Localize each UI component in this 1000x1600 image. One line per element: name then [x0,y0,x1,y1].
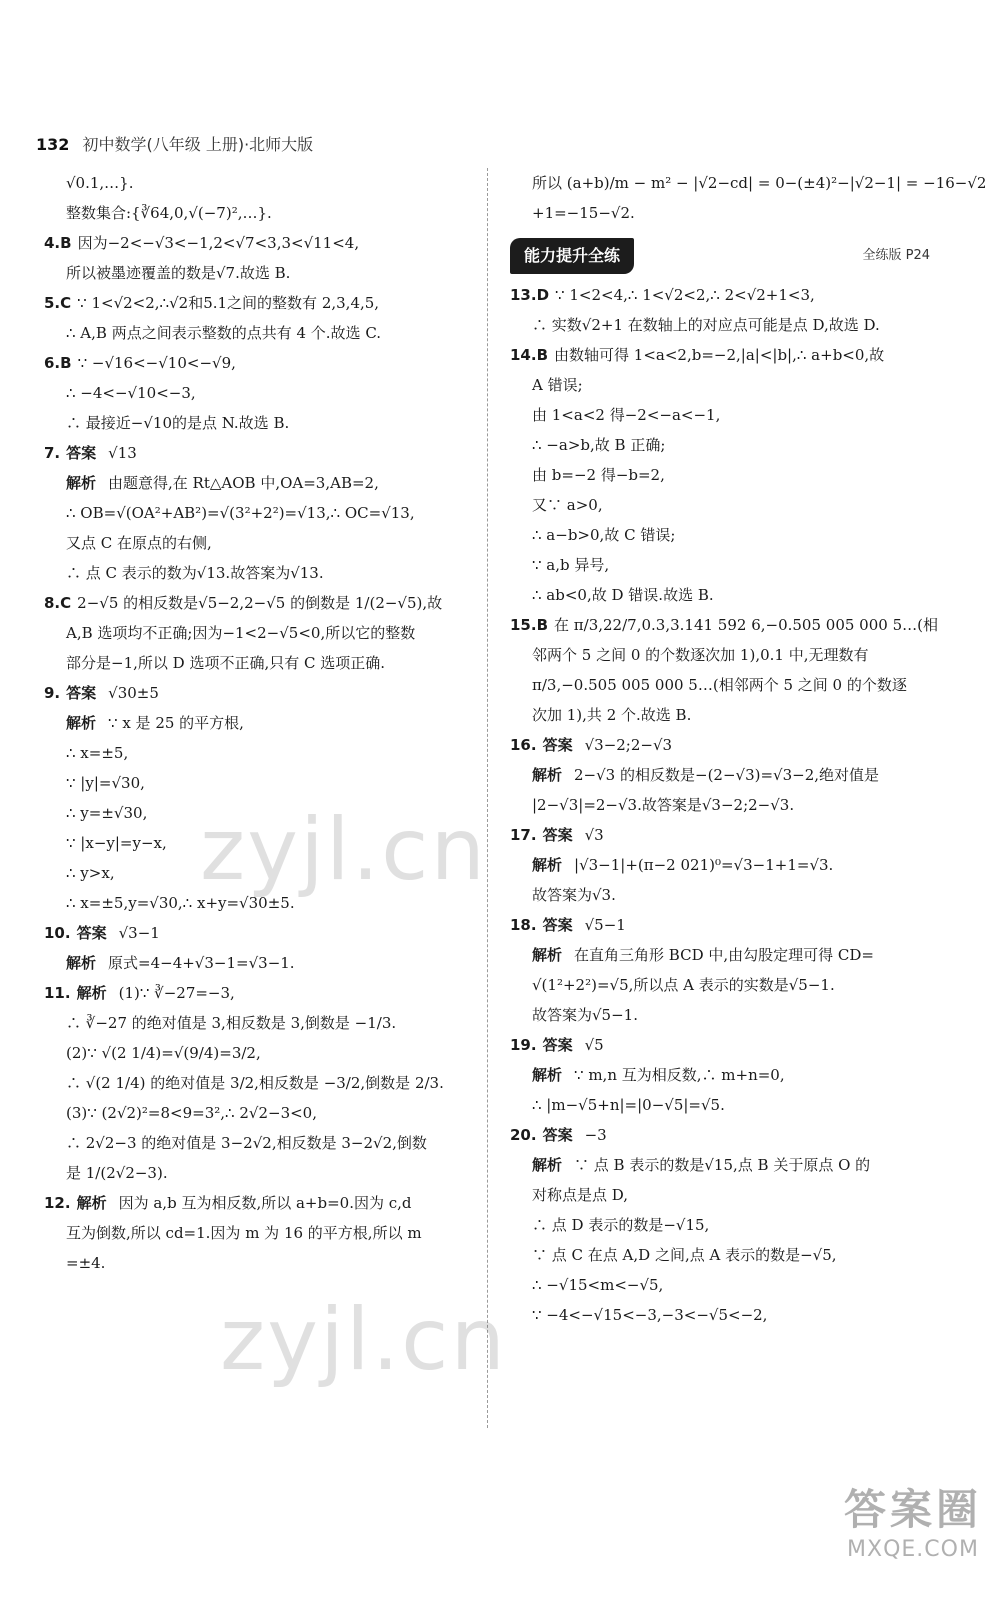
watermark-text: zyjl.cn [200,800,487,900]
line-text: 原式=4−4+√3−1=√3−1. [108,954,295,972]
right-main-block [510,280,938,1330]
text-line [44,978,494,1008]
question-number: 6.B [44,354,72,372]
line-text: ∵ −4<−√15<−3,−3<−√5<−2, [532,1306,768,1324]
page-header [36,132,313,155]
question-number: 5.C [44,294,72,312]
question-number: 9. [44,684,61,702]
text-line [44,318,494,348]
text-line [44,258,494,288]
answer-tag: 解析 [532,766,563,784]
line-text: (2)∵ √(2 1/4)=√(9/4)=3/2, [66,1044,261,1062]
text-line [510,1210,930,1240]
text-line [510,640,930,670]
text-line [510,430,930,460]
text-line [510,970,930,1000]
text-line [510,1270,930,1300]
question-number: 7. [44,444,61,462]
text-line [44,528,494,558]
line-text: 因为−2<−√3<−1,2<√7<3,3<√11<4, [77,234,360,252]
line-text: ∵ x 是 25 的平方根, [108,714,244,732]
text-line [510,940,930,970]
answer-tag: 解析 [66,714,97,732]
line-text: ∴ y>x, [66,864,115,882]
question-number: 17. [510,826,537,844]
text-line [44,588,494,618]
text-line [44,1248,494,1278]
section-banner: 能力提升全练 [510,238,634,274]
text-line [510,700,930,730]
line-text: ∵ 点 C 在点 A,D 之间,点 A 表示的数是−√5, [532,1246,837,1264]
question-number: 12. [44,1194,71,1212]
text-line [44,1098,494,1128]
line-text: √13 [108,444,137,462]
line-text: ∴ OB=√(OA²+AB²)=√(3²+2²)=√13,∴ OC=√13, [66,504,415,522]
text-line [510,1240,930,1270]
text-line [510,610,938,640]
line-text: ∴ −4<−√10<−3, [66,384,196,402]
text-line [510,730,930,760]
text-line [44,198,494,228]
line-text: ∵ 点 B 表示的数是√15,点 B 关于原点 O 的 [574,1156,871,1174]
text-line [510,340,930,370]
line-text: 2−√3 的相反数是−(2−√3)=√3−2,绝对值是 [574,766,880,784]
answer-tag: 解析 [532,1156,563,1174]
line-text: −3 [584,1126,607,1144]
line-text: A 错误; [532,376,583,394]
line-text: 故答案为√5−1. [532,1006,638,1024]
answer-tag: 答案 [66,684,97,702]
text-line [44,1008,494,1038]
question-number: 20. [510,1126,537,1144]
line-text: (1)∵ ∛−27=−3, [118,984,235,1002]
text-line [44,558,494,588]
answer-tag: 解析 [532,856,563,874]
line-text: 整数集合:{∛64,0,√(−7)²,…}. [66,204,272,222]
text-line [510,820,930,850]
line-text: |2−√3|=2−√3.故答案是√3−2;2−√3. [532,796,795,814]
text-line [510,880,930,910]
line-text: 在 π/3,22/7,0.3,3.141 592 6,−0.505 005 000 5…(相 [554,616,938,634]
answer-tag: 解析 [76,1194,107,1212]
line-text: ∵ |x−y|=y−x, [66,834,167,852]
text-line [510,1120,930,1150]
line-text: √(1²+2²)=√5,所以点 A 表示的实数是√5−1. [532,976,835,994]
line-text: ∴ 点 D 表示的数是−√15, [532,1216,710,1234]
line-text: ∴ x=±5, [66,744,129,762]
text-line [510,1150,930,1180]
question-number: 8.C [44,594,72,612]
line-text: ∴ a−b>0,故 C 错误; [532,526,676,544]
text-line [44,1158,494,1188]
line-text: ∴ 2√2−3 的绝对值是 3−2√2,相反数是 3−2√2,倒数 [66,1134,427,1152]
text-line [510,760,930,790]
text-line [510,490,930,520]
text-line [44,408,494,438]
text-line [44,168,494,198]
answer-tag: 解析 [76,984,107,1002]
corner-watermark-title: 答案圈 [843,1485,982,1534]
line-text: ∴ y=±√30, [66,804,148,822]
line-text: ∵ |y|=√30, [66,774,145,792]
line-text: √30±5 [108,684,159,702]
question-number: 13.D [510,286,550,304]
text-line [44,948,494,978]
text-line [510,400,930,430]
line-text: 故答案为√3. [532,886,616,904]
line-text: √3−1 [118,924,160,942]
line-text: 又∵ a>0, [532,496,603,514]
line-text: 由题意得,在 Rt△AOB 中,OA=3,AB=2, [108,474,379,492]
text-line [510,1300,930,1330]
text-line [510,1000,930,1030]
question-number: 10. [44,924,71,942]
line-text: ∵ −√16<−√10<−√9, [77,354,236,372]
text-line [44,708,494,738]
line-text: √5−1 [584,916,626,934]
answer-tag: 答案 [542,1036,573,1054]
text-line [510,198,930,228]
line-text: 次加 1),共 2 个.故选 B. [532,706,692,724]
line-text: ∴ 实数√2+1 在数轴上的对应点可能是点 D,故选 D. [532,316,880,334]
line-text: ∵ m,n 互为相反数,∴ m+n=0, [574,1066,785,1084]
line-text: ∴ |m−√5+n|=|0−√5|=√5. [532,1096,725,1114]
right-top-block [510,168,987,228]
page-number: 132 [36,135,70,154]
line-text: 所以 (a+b)/m − m² − |√2−cd| = 0−(±4)²−|√2−1| = −16−√2 [532,174,987,192]
text-line [510,550,930,580]
text-line [44,648,494,678]
text-line [510,280,930,310]
corner-watermark-url: MXQE.COM [847,1537,979,1562]
question-number: 19. [510,1036,537,1054]
text-line [44,1188,494,1218]
text-line [44,468,494,498]
text-line [510,1060,930,1090]
line-text: ∴ ab<0,故 D 错误.故选 B. [532,586,714,604]
line-text: 对称点是点 D, [532,1186,629,1204]
line-text: √0.1,…}. [66,174,134,192]
line-text: 在直角三角形 BCD 中,由勾股定理可得 CD= [574,946,874,964]
text-line [510,910,930,940]
line-text: ∴ A,B 两点之间表示整数的点共有 4 个.故选 C. [66,324,382,342]
text-line [44,618,494,648]
text-line [510,790,930,820]
text-line [510,310,930,340]
question-number: 11. [44,984,71,1002]
line-text: ∵ a,b 异号, [532,556,610,574]
text-line [510,370,930,400]
question-number: 4.B [44,234,72,252]
line-text: 邻两个 5 之间 0 的个数逐次加 1),0.1 中,无理数有 [532,646,869,664]
answer-tag: 答案 [542,736,573,754]
line-text: 又点 C 在原点的右侧, [66,534,212,552]
line-text: ∴ 点 C 表示的数为√13.故答案为√13. [66,564,324,582]
line-text: √3−2;2−√3 [584,736,673,754]
line-text: ∴ 最接近−√10的是点 N.故选 B. [66,414,290,432]
line-text: ∴ x=±5,y=√30,∴ x+y=√30±5. [66,894,295,912]
line-text: ∴ ∛−27 的绝对值是 3,相反数是 3,倒数是 −1/3. [66,1014,397,1032]
answer-tag: 答案 [542,826,573,844]
answer-tag: 答案 [542,1126,573,1144]
text-line [44,678,494,708]
text-line [44,438,494,468]
text-line [44,378,494,408]
line-text: 是 1/(2√2−3). [66,1164,168,1182]
text-line [510,460,930,490]
text-line [510,1090,930,1120]
section-header [510,238,930,274]
text-line [44,768,494,798]
line-text: 2−√5 的相反数是√5−2,2−√5 的倒数是 1/(2−√5),故 [77,594,443,612]
text-line [44,738,494,768]
text-line [44,498,494,528]
answer-tag: 解析 [66,954,97,972]
answer-tag: 解析 [532,946,563,964]
right-column [510,168,987,1330]
text-line [510,1030,930,1060]
text-line [510,850,930,880]
line-text: 互为倒数,所以 cd=1.因为 m 为 16 的平方根,所以 m [66,1224,422,1242]
line-text: 所以被墨迹覆盖的数是√7.故选 B. [66,264,291,282]
text-line [510,520,930,550]
text-line [44,1038,494,1068]
text-line [44,228,494,258]
left-column [44,168,494,1278]
line-text: 由数轴可得 1<a<2,b=−2,|a|<|b|,∴ a+b<0,故 [554,346,885,364]
line-text: (3)∵ (2√2)²=8<9=3²,∴ 2√2−3<0, [66,1104,317,1122]
line-text: |√3−1|+(π−2 021)⁰=√3−1+1=√3. [574,856,834,874]
section-reference: 全练版 P24 [862,248,930,263]
line-text: π/3,−0.505 005 000 5…(相邻两个 5 之间 0 的个数逐 [532,676,907,694]
line-text: 因为 a,b 互为相反数,所以 a+b=0.因为 c,d [118,1194,412,1212]
text-line [44,348,494,378]
answer-tag: 答案 [542,916,573,934]
answer-tag: 解析 [66,474,97,492]
book-title: 初中数学(八年级 上册)·北师大版 [82,135,314,154]
line-text: ∵ 1<√2<2,∴√2和5.1之间的整数有 2,3,4,5, [77,294,380,312]
line-text: ∴ √(2 1/4) 的绝对值是 3/2,相反数是 −3/2,倒数是 2/3. [66,1074,444,1092]
text-line [510,1180,930,1210]
line-text: ∵ 1<2<4,∴ 1<√2<2,∴ 2<√2+1<3, [555,286,815,304]
question-number: 14.B [510,346,549,364]
answer-tag: 答案 [76,924,107,942]
line-text: √5 [584,1036,604,1054]
line-text: +1=−15−√2. [532,204,635,222]
text-line [510,670,930,700]
question-number: 15.B [510,616,549,634]
line-text: 由 b=−2 得−b=2, [532,466,665,484]
watermark-text-lower: zyjl.cn [220,1290,507,1390]
text-line [44,1128,494,1158]
text-line [44,288,494,318]
line-text: ∴ −a>b,故 B 正确; [532,436,666,454]
line-text: 部分是−1,所以 D 选项不正确,只有 C 选项正确. [66,654,385,672]
line-text: =±4. [66,1254,106,1272]
text-line [44,918,494,948]
line-text: 由 1<a<2 得−2<−a<−1, [532,406,721,424]
corner-watermark [844,1477,982,1562]
line-text: ∴ −√15<m<−√5, [532,1276,664,1294]
text-line [510,168,987,198]
line-text: √3 [584,826,604,844]
line-text: A,B 选项均不正确;因为−1<2−√5<0,所以它的整数 [66,624,416,642]
question-number: 16. [510,736,537,754]
answer-tag: 答案 [66,444,97,462]
question-number: 18. [510,916,537,934]
text-line [44,1218,494,1248]
text-line [44,1068,494,1098]
answer-tag: 解析 [532,1066,563,1084]
text-line [510,580,930,610]
